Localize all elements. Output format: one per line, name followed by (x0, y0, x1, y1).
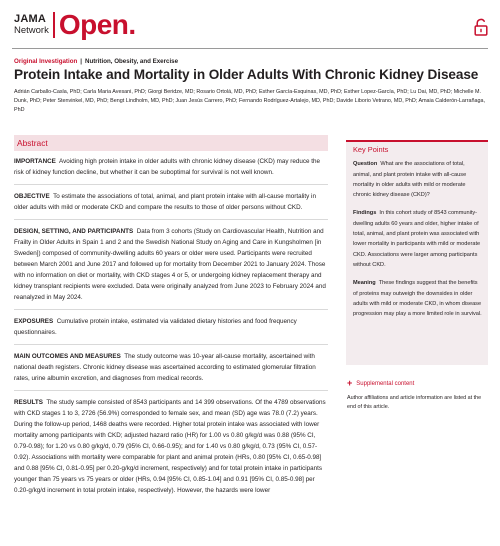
key-points-title: Key Points (353, 145, 389, 154)
author-list: Adrián Carballo-Casla, PhD; Carla Maria Avesani, PhD; Giorgi Beridze, MD; Rosario Ortolá, MD, PhD; Esther García-Esquinas, MD, PhD; Esther Lopez-García, PhD; Lu Dai, MD, PhD; Michelle M. Dunk, PhD; Peter Stenvinkel, MD, PhD; Bengt Lindholm, MD, PhD; Juan Jesús Carrero, PhD; Fernando Rodríguez-Artalejo, MD, PhD; Davide Liborio Vetrano, MD, PhD; Amaia Calderón-Larrañaga, PhD (14, 89, 485, 113)
article-title: Protein Intake and Mortality in Older Adults With Chronic Kidney Disease (14, 67, 479, 82)
section-label: MAIN OUTCOMES AND MEASURES (14, 353, 121, 360)
section-text: Avoiding high protein intake in older adults with chronic kidney disease (CKD) may reduce the risk of kidney function decline, but whether it can be suboptimal for survival is not well known. (14, 158, 321, 176)
abstract-body (14, 156, 328, 508)
logo-jama: JAMA (14, 13, 46, 26)
header-divider (12, 48, 488, 49)
key-point-text: In this cohort study of 8543 community-dwelling adults 60 years and older, higher intake of total, animal, and plant protein was associated with lower mortality in participants with mild or moderate CKD. Associations were larger among participants without CKD. (353, 210, 481, 268)
section-text: Data from 3 cohorts (Study on Cardiovascular Health, Nutrition and Frailty in Older Adults in Spain 1 and 2 and the Swedish National Study on Aging and Care in Kungsholmen [in Sweden]) composed of community-dwelling adults 60 years or older were used. Participants were recruited between March 2001 and June 2017 and followed up for mortality from December 2021 to January 2024. Those with no information on diet or mortality, with CKD stages 4 or 5, or undergoing kidney replacement therapy and kidney transplant recipients were excluded. Data were originally analyzed from June 2023 to February 2024 and reanalyzed in May 2024. (14, 228, 326, 301)
article-type: Original Investigation (14, 58, 78, 65)
key-point-label: Findings (353, 210, 377, 217)
logo-divider (53, 12, 55, 38)
plus-icon: + (347, 378, 353, 388)
abstract-section-objective (14, 191, 328, 220)
affiliations-note: Author affiliations and article information are listed at the end of this article. (347, 395, 482, 410)
key-point-label: Meaning (353, 280, 376, 287)
key-point-text: What are the associations of total, animal, and plant protein intake with all-cause mortality in older adults with mild or moderate chronic kidney disease (CKD)? (353, 161, 467, 199)
abstract-section-importance (14, 156, 328, 185)
key-point-question (353, 159, 482, 200)
logo-open: Open. (58, 9, 136, 40)
article-topic[interactable]: Nutrition, Obesity, and Exercise (85, 58, 179, 65)
key-point-label: Question (353, 161, 378, 168)
abstract-section-results (14, 397, 328, 502)
abstract-section-design (14, 226, 328, 310)
supplemental-content-label: Supplemental content (356, 380, 415, 387)
section-text: Cumulative protein intake, estimated via validated dietary histories and food frequency questionnaires. (14, 318, 297, 336)
key-point-text: These findings suggest that the benefits of proteins may outweigh the downsides in older adults with mild or moderate CKD, in whom disease progression may play a more limited role in survival. (353, 280, 482, 318)
key-point-meaning (353, 278, 482, 319)
article-kicker (14, 58, 178, 65)
kicker-separator: | (80, 58, 82, 65)
section-label: IMPORTANCE (14, 158, 56, 165)
jama-network-open-logo[interactable] (14, 11, 136, 39)
key-points-box (346, 140, 488, 365)
abstract-section-exposures (14, 316, 328, 345)
abstract-heading: Abstract (14, 135, 328, 151)
key-point-findings (353, 208, 482, 270)
section-text: The study outcome was 10-year all-cause mortality, ascertained with national death registers. Chronic kidney disease was ascertained according to estimated glomerular filtration rates, urine albumin excretion, and diagnoses from medical records. (14, 353, 316, 382)
section-label: EXPOSURES (14, 318, 54, 325)
supplemental-content-link[interactable] (347, 379, 414, 388)
lock-icon[interactable] (474, 18, 488, 36)
logo-network: Network (14, 25, 49, 37)
section-label: RESULTS (14, 399, 43, 406)
section-text: The study sample consisted of 8543 participants and 14 399 observations. Of the 4789 observations with CKD stages 1 to 3, 2726 (56.9%) corresponded to female sex, and mean (SD) age was 78.0 (7.2) years. During the follow-up period, 1468 deaths were recorded. Higher total protein intake was associated with lower mortality among participants with CKD; adjusted hazard ratio (HR) for 1.00 vs 0.80 g/kg/d was 0.88 (95% CI, 0.79-0.98); for 1.20 vs 0.80 g/kg/d, 0.79 (95% CI, 0.66-0.95); and for 1.40 vs 0.80 g/kg/d, 0.73 (95% CI, 0.57-0.92). Associations with mortality were comparable for plant and animal protein (HRs, 0.80 [95% CI, 0.65-0.98] and 0.88 [95% CI, 0.81-0.95] per 0.20-g/kg/d increment, respectively) and for total protein intake in participants younger than 75 years vs 75 years or older (HRs, 0.94 [95% CI, 0.85-1.04] and 0.91 [95% CI, 0.85-0.98] per 0.20-g/kg/d increment in total protein intake, respectively). However, the hazards were lower (14, 399, 326, 494)
section-label: OBJECTIVE (14, 193, 50, 200)
section-text: To estimate the associations of total, animal, and plant protein intake with all-cause mortality in older adults with mild or moderate CKD and compare the results to those of older persons without CKD. (14, 193, 316, 211)
section-label: DESIGN, SETTING, AND PARTICIPANTS (14, 228, 134, 235)
logo-wordmark (14, 14, 49, 36)
abstract-section-outcomes (14, 351, 328, 391)
